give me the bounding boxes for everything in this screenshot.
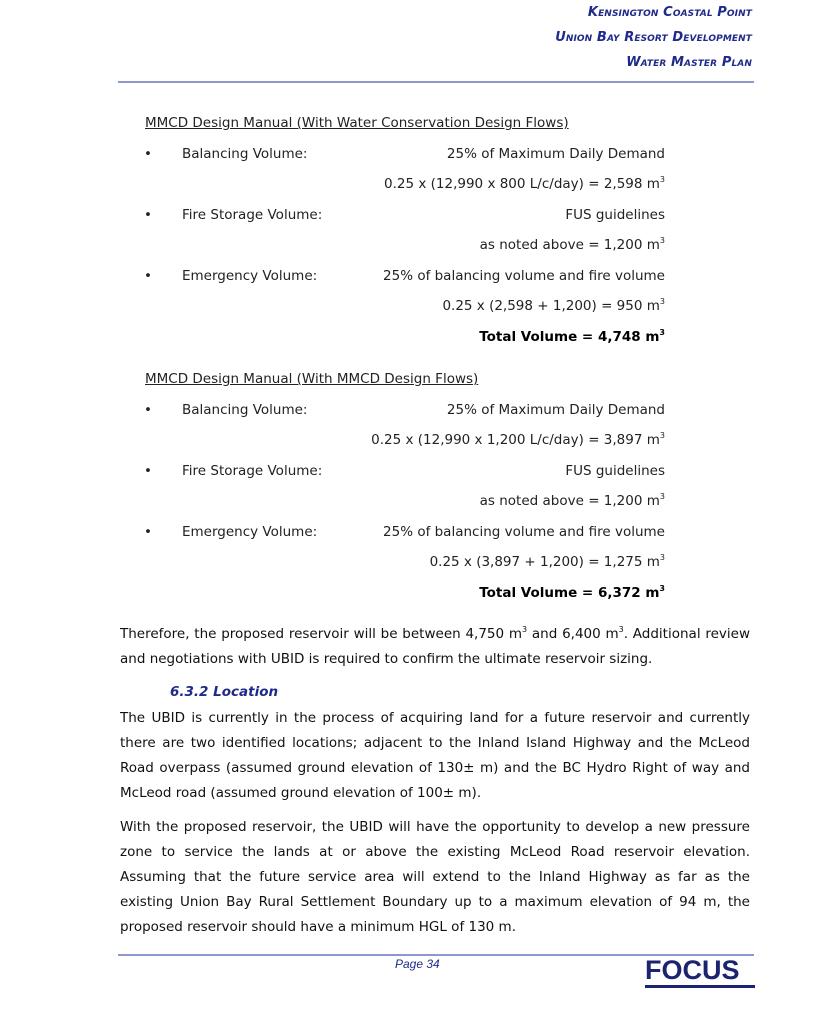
- emergency-volume-calc: [442, 298, 665, 314]
- balancing-volume-calc-row: [140, 176, 665, 194]
- header-rule: [118, 81, 754, 83]
- conclusion-paragraph: [120, 622, 750, 672]
- page-number: Page 34: [395, 957, 440, 971]
- fire-storage-row: [140, 207, 665, 225]
- emergency-volume-label: Emergency Volume:: [182, 268, 318, 284]
- conclusion-text-2: and 6,400 m: [527, 626, 619, 642]
- total-text: Total Volume = 4,748 m: [479, 329, 660, 345]
- unit-exponent: 3: [659, 553, 665, 562]
- emergency-volume-row: [140, 268, 665, 286]
- logo-underline: [645, 985, 755, 988]
- reservoir-paragraph: With the proposed reservoir, the UBID will have the opportunity to develop a new pressure zone to service the lands at or above the existing McLeod Road reservoir elevation. Assuming that the future service area will extend to the Inland Highway as far as the existing Union Bay Rural Settlement Boundary up to a maximum elevation of 94 m, the proposed reservoir should have a minimum HGL of 130 m.: [120, 819, 750, 935]
- total-volume: [479, 585, 665, 601]
- balancing-volume-calc-row: [140, 432, 665, 450]
- unit-exponent: 3: [618, 625, 624, 634]
- fire-storage-calc: [480, 493, 665, 509]
- emergency-volume-description: 25% of balancing volume and fire volume: [383, 268, 665, 284]
- header-development-name: Union Bay Resort Development: [555, 30, 752, 45]
- bullet-icon: •: [144, 463, 152, 479]
- calc-text: 0.25 x (3,897 + 1,200) = 1,275 m: [429, 554, 660, 570]
- unit-exponent: 3: [659, 328, 665, 337]
- calc-text: 0.25 x (2,598 + 1,200) = 950 m: [442, 298, 660, 314]
- total-text: Total Volume = 6,372 m: [479, 585, 660, 601]
- unit-exponent: 3: [659, 584, 665, 593]
- balancing-volume-row: [140, 402, 665, 420]
- fire-storage-description: FUS guidelines: [565, 207, 665, 223]
- balancing-volume-calc: [384, 176, 665, 192]
- emergency-volume-calc-row: [140, 298, 665, 316]
- balancing-volume-label: Balancing Volume:: [182, 402, 308, 418]
- conclusion-text-3: . Additional review and negotiations with UBID is required to confirm the ultimate reservoir sizing.: [120, 626, 750, 667]
- total-volume-row: [140, 585, 665, 603]
- unit-exponent: 3: [659, 236, 665, 245]
- balancing-volume-label: Balancing Volume:: [182, 146, 308, 162]
- header-project-name: Kensington Coastal Point: [587, 5, 752, 20]
- fire-storage-label: Fire Storage Volume:: [182, 207, 323, 223]
- fire-storage-row: [140, 463, 665, 481]
- unit-exponent: 3: [522, 625, 528, 634]
- balancing-volume-description: 25% of Maximum Daily Demand: [446, 402, 665, 418]
- calc-text: 0.25 x (12,990 x 1,200 L/c/day) = 3,897 m: [371, 432, 660, 448]
- emergency-volume-calc-row: [140, 554, 665, 572]
- calc-text: as noted above = 1,200 m: [479, 493, 660, 509]
- bullet-icon: •: [144, 268, 152, 284]
- emergency-volume-row: [140, 524, 665, 542]
- location-paragraph: The UBID is currently in the process of acquiring land for a future reservoir and currently there are two identified locations; adjacent to the Inland Island Highway and the McLeod Road overpass (assumed ground elevation of 130± m) and the BC Hydro Right of way and McLeod road (assumed ground elevation of 100± m).: [120, 710, 750, 801]
- calc-text: as noted above = 1,200 m: [479, 237, 660, 253]
- section-title-conservation: MMCD Design Manual (With Water Conservation Design Flows): [145, 115, 569, 131]
- fire-storage-calc-row: [140, 237, 665, 255]
- bullet-icon: •: [144, 207, 152, 223]
- emergency-volume-calc: [430, 554, 665, 570]
- unit-exponent: 3: [659, 297, 665, 306]
- balancing-volume-calc: [371, 432, 665, 448]
- section-heading-location: 6.3.2 Location: [170, 684, 279, 700]
- unit-exponent: 3: [659, 492, 665, 501]
- focus-logo: FOCUS: [645, 955, 740, 985]
- bullet-icon: •: [144, 146, 152, 162]
- bullet-icon: •: [144, 524, 152, 540]
- unit-exponent: 3: [659, 431, 665, 440]
- total-volume-row: [140, 329, 665, 347]
- fire-storage-calc-row: [140, 493, 665, 511]
- header-document-title: Water Master Plan: [626, 55, 752, 70]
- fire-storage-calc: [480, 237, 665, 253]
- unit-exponent: 3: [659, 175, 665, 184]
- emergency-volume-description: 25% of balancing volume and fire volume: [383, 524, 665, 540]
- emergency-volume-label: Emergency Volume:: [182, 524, 318, 540]
- balancing-volume-description: 25% of Maximum Daily Demand: [446, 146, 665, 162]
- fire-storage-description: FUS guidelines: [565, 463, 665, 479]
- bullet-icon: •: [144, 402, 152, 418]
- fire-storage-label: Fire Storage Volume:: [182, 463, 323, 479]
- conclusion-text-1: Therefore, the proposed reservoir will be between 4,750 m: [120, 626, 523, 642]
- total-volume: [479, 329, 665, 345]
- section-title-mmcd-flows: MMCD Design Manual (With MMCD Design Flows): [145, 371, 479, 387]
- calc-text: 0.25 x (12,990 x 800 L/c/day) = 2,598 m: [384, 176, 660, 192]
- balancing-volume-row: [140, 146, 665, 164]
